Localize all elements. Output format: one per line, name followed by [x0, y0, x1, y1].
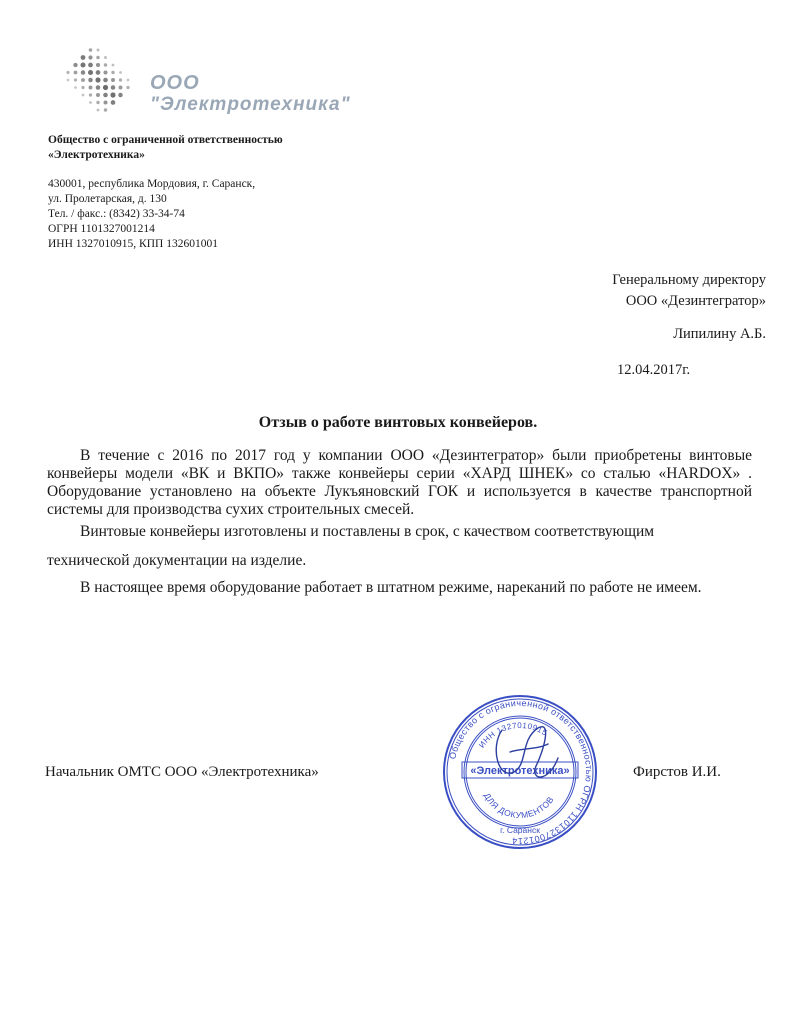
company-line-2: «Электротехника»	[48, 149, 145, 161]
stamp-bottom-text: ДЛЯ ДОКУМЕНТОВ	[481, 791, 556, 821]
logo-dot	[74, 71, 78, 75]
logo-dot	[73, 63, 77, 67]
body-paragraph-2-line-1: Винтовые конвейеры изготовлены и поставлены в срок, с качеством соответствующим	[80, 523, 655, 540]
stamp-inn-text: ИНН 1327010915	[477, 720, 550, 750]
letter-body	[47, 447, 752, 597]
stamp-city-text: г. Саранск	[500, 825, 540, 835]
requisite-ogrn: ОГРН 1101327001214	[48, 223, 155, 235]
logo-dot	[96, 101, 99, 104]
logo-dot	[74, 86, 77, 89]
logo-dot	[111, 71, 114, 74]
logo-dot	[119, 71, 122, 74]
logo-dot	[111, 85, 116, 90]
signatory-name: Фирстов И.И.	[633, 764, 721, 780]
logo-dot	[81, 55, 86, 60]
logo-dot	[96, 85, 101, 90]
body-paragraph-2-line-2: технической документации на изделие.	[47, 552, 307, 569]
logo-dot	[103, 70, 107, 74]
logo-dot	[74, 78, 77, 81]
letter-date: 12.04.2017г.	[617, 362, 691, 378]
logo-dot	[88, 78, 93, 83]
logo-dot	[82, 94, 85, 97]
logo-dot	[88, 70, 93, 75]
stamp-center-text: «Электротехника»	[470, 765, 570, 777]
requisite-address-2: ул. Пролетарская, д. 130	[48, 193, 167, 205]
logo-dot	[89, 86, 93, 90]
addressee-block	[612, 270, 766, 312]
logo-dot	[119, 86, 123, 90]
body-paragraph-3: В настоящее время оборудование работает в штатном режиме, нареканий по работе не имеем.	[80, 579, 702, 596]
logo-dot	[104, 56, 107, 59]
logo-dot	[81, 63, 86, 68]
logo-dot	[111, 78, 115, 82]
logo-dot	[103, 85, 108, 90]
logo-dot	[89, 48, 93, 52]
logo-dot	[97, 109, 100, 112]
stamp-outer-text: Общество с ограниченной ответственностью ОГРН 1101327001214	[447, 697, 595, 847]
logo-dot	[118, 93, 123, 98]
logo-dot	[66, 71, 69, 74]
logo-dot	[104, 63, 107, 66]
logo-dot	[103, 100, 107, 104]
logo-dot	[81, 86, 84, 89]
addressee-position: Генеральному директору	[612, 272, 766, 288]
logo-dot	[81, 78, 85, 82]
logo-dot	[126, 86, 129, 89]
logo-dot	[104, 108, 107, 111]
logo-dot	[111, 100, 116, 105]
logo-dot	[97, 49, 100, 52]
logo-dot	[95, 77, 100, 82]
letter-title: Отзыв о работе винтовых конвейеров.	[258, 414, 538, 431]
company-line-1: Общество с ограниченной ответственностью	[48, 134, 283, 146]
company-stamp	[440, 692, 600, 852]
logo-company-name: "Электротехника"	[150, 94, 351, 115]
logo-dot	[89, 101, 92, 104]
logo-dot	[127, 79, 130, 82]
logo-ooo-text: ООО	[150, 72, 200, 94]
logo-dot	[103, 78, 108, 83]
logo-dot	[96, 63, 100, 67]
logo-dot	[96, 93, 100, 97]
logo-dot	[88, 63, 93, 68]
company-requisites	[48, 177, 255, 252]
recipient-name: Липилину А.Б.	[673, 326, 766, 342]
requisite-address-1: 430001, республика Мордовия, г. Саранск,	[48, 178, 256, 190]
requisite-phone: Тел. / факс.: (8342) 33-34-74	[48, 208, 185, 220]
logo-dot	[119, 78, 122, 81]
logo-dot	[103, 93, 108, 98]
logo-dot	[89, 93, 92, 96]
addressee-company: ООО «Дезинтегратор»	[625, 293, 766, 309]
logo-dot	[96, 56, 100, 60]
logo-dot	[67, 79, 70, 82]
body-paragraph-1: В течение с 2016 по 2017 год у компании ООО «Дезинтегратор» были приобретены винтовые конвейеры модели «ВК и ВКПО» также конвейеры серии «ХАРД ШНЕК» со сталью «HARDOX» . Оборудование установлено на объекте Лукъяновский ГОК и используется в качестве транспортной системы для производства сухих строительных смесей.	[47, 447, 752, 518]
signatory-position: Начальник ОМТС ООО «Электротехника»	[45, 764, 319, 780]
logo-dot-grid	[66, 48, 129, 112]
requisite-inn-kpp: ИНН 1327010915, КПП 132601001	[48, 238, 218, 250]
logo-dot	[110, 92, 115, 97]
logo-dot	[88, 55, 92, 59]
logo-dot	[96, 70, 101, 75]
logo-dot	[81, 70, 85, 74]
company-full-name	[48, 133, 283, 163]
logo-dot	[112, 64, 115, 67]
